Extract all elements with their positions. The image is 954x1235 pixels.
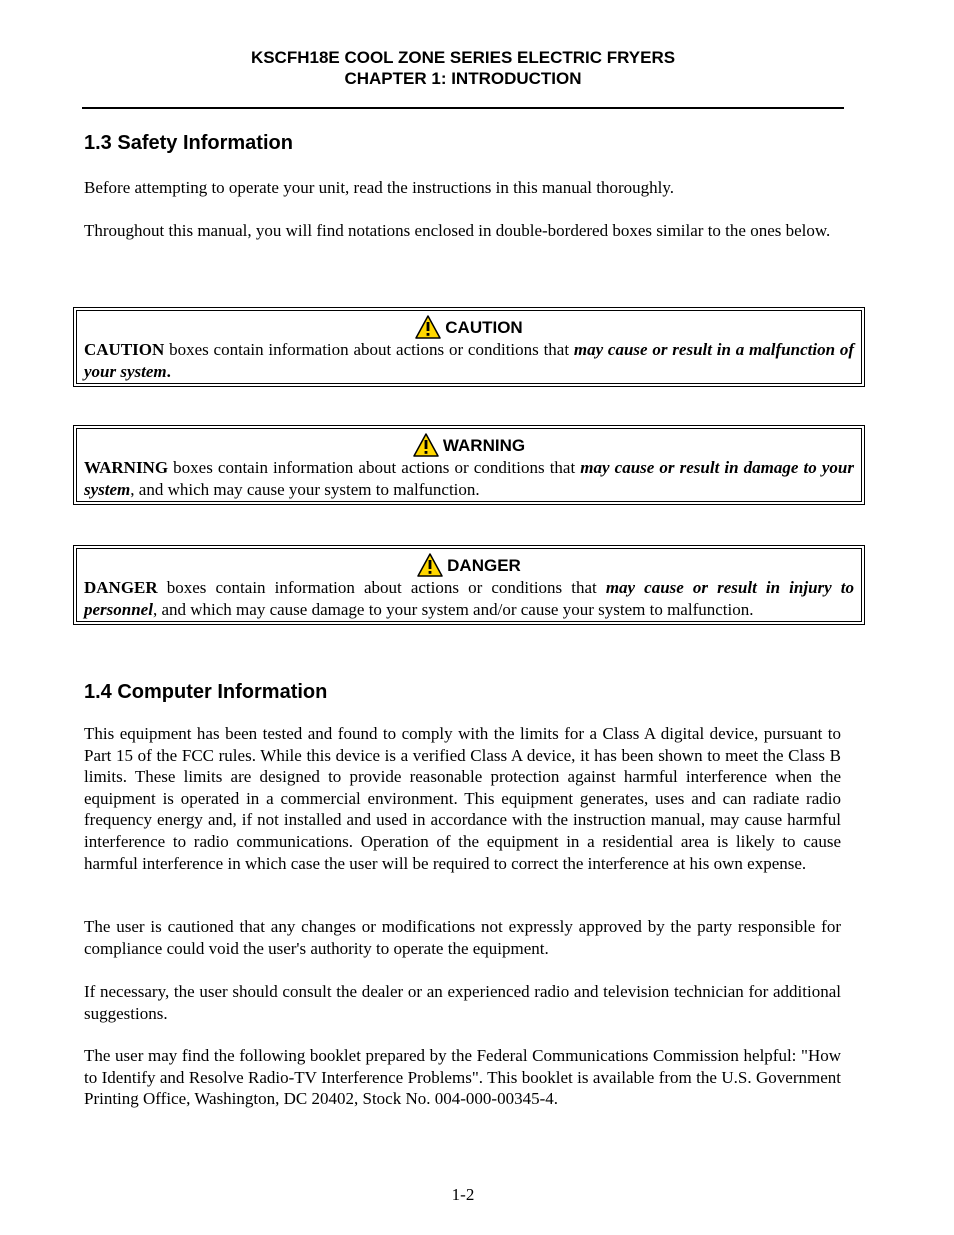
- header-chapter: CHAPTER 1: INTRODUCTION: [344, 69, 582, 88]
- danger-box: [73, 545, 865, 625]
- warning-lead: WARNING: [84, 458, 169, 477]
- danger-emphasis: may cause or result in injury to personnel: [84, 578, 854, 619]
- warning-title-text: WARNING: [442, 436, 526, 455]
- header-rule: [82, 107, 844, 109]
- caution-lead: CAUTION: [84, 340, 165, 359]
- caution-box: [73, 307, 865, 387]
- caution-tail: .: [166, 362, 171, 381]
- danger-box-title: [84, 551, 854, 577]
- section-1-3-paragraph-1: Before attempting to operate your unit, read the instructions in this manual thoroughly.: [84, 178, 674, 197]
- warning-triangle-icon: [415, 315, 441, 339]
- warning-box: [73, 425, 865, 505]
- caution-text: boxes contain information about actions or conditions that: [164, 340, 574, 359]
- danger-title-text: DANGER: [447, 556, 521, 575]
- warning-emphasis: may cause or result in damage to your system: [84, 458, 854, 499]
- section-1-4-heading: 1.4 Computer Information: [84, 681, 328, 703]
- section-1-4-paragraph-2: The user is cautioned that any changes or modifications not expressly approved by the party responsible for compliance could void the user's authority to operate the equipment.: [84, 917, 841, 958]
- danger-tail: , and which may cause damage to your system and/or cause your system to malfunction.: [152, 600, 754, 619]
- danger-lead: DANGER: [84, 578, 158, 597]
- section-1-3-paragraph-2: Throughout this manual, you will find notations enclosed in double-bordered boxes similar to the ones below.: [84, 221, 831, 240]
- header-title: KSCFH18E COOL ZONE SERIES ELECTRIC FRYERS: [250, 48, 676, 67]
- caution-emphasis: may cause or result in a malfunction of your system: [84, 340, 854, 381]
- section-1-4-paragraph-4: The user may find the following booklet prepared by the Federal Communications Commission helpful: "How to Identify and Resolve Radio-TV Interference Problems". This booklet is available from the U.S. Government Printing Office, Washington, DC 20402, Stock No. 004-000-00345-4.: [84, 1046, 841, 1109]
- warning-box-title: [84, 431, 854, 457]
- page-number: 1-2: [451, 1185, 475, 1204]
- warning-text: boxes contain information about actions or conditions that: [168, 458, 581, 477]
- warning-box-body: [84, 457, 854, 501]
- danger-box-body: [84, 577, 854, 621]
- danger-text: boxes contain information about actions or conditions that: [157, 578, 606, 597]
- section-1-3-heading: 1.3 Safety Information: [84, 132, 293, 154]
- section-1-4-paragraph-3: If necessary, the user should consult the dealer or an experienced radio and television technician for additional suggestions.: [84, 982, 841, 1023]
- warning-tail: , and which may cause your system to malfunction.: [130, 480, 480, 499]
- section-1-4-paragraph-1: This equipment has been tested and found to comply with the limits for a Class A digital device, pursuant to Part 15 of the FCC rules. While this device is a verified Class A device, it has been shown to meet the Class B limits. These limits are designed to provide reasonable protection against harmful interference when the equipment is operated in a commercial environment. This equipment generates, uses and can radiate radio frequency energy and, if not installed and used in accordance with the instruction manual, may cause harmful interference to radio communications. Operation of the equipment in a residential area is likely to cause harmful interference in which case the user will be required to correct the interference at his own expense.: [84, 724, 841, 873]
- warning-triangle-icon: [417, 553, 443, 577]
- caution-box-body: [84, 339, 854, 383]
- caution-title-text: CAUTION: [445, 318, 523, 337]
- warning-triangle-icon: [413, 433, 439, 457]
- caution-box-title: [84, 313, 854, 339]
